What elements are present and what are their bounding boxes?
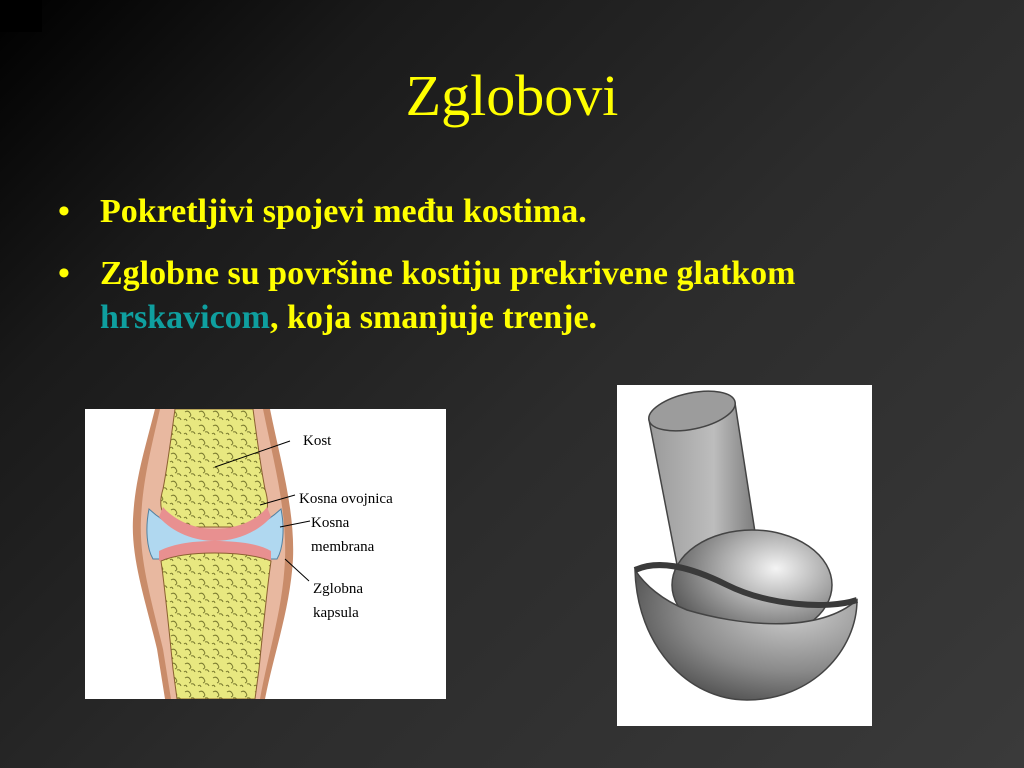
ball-socket-illustration: [617, 385, 872, 726]
bullet-text-after: , koja smanjuje trenje.: [270, 299, 598, 336]
corner-decoration-large: [0, 0, 42, 32]
joint-anatomy-diagram: [85, 409, 446, 699]
label-kosna-ovojnica: Kosna ovojnica: [299, 491, 393, 507]
bullet-dot-icon: •: [58, 255, 70, 292]
label-kosna-membrana-line2: membrana: [311, 539, 375, 555]
bullet-list: [58, 190, 958, 358]
bullet-item: [58, 252, 958, 340]
bullet-text-before: Zglobne su površine kostiju prekrivene glatkom: [100, 255, 796, 292]
bullet-item: [58, 190, 958, 234]
slide-title: Zglobovi: [405, 63, 619, 128]
label-kosna-membrana-line1: Kosna: [311, 515, 350, 531]
label-zglobna-kapsula-line1: Zglobna: [313, 581, 363, 597]
label-kost: Kost: [303, 433, 332, 449]
highlighted-term: hrskavicom: [100, 299, 270, 336]
bullet-dot-icon: •: [58, 193, 70, 230]
label-zglobna-kapsula-line2: kapsula: [313, 605, 359, 621]
bullet-text: Pokretljivi spojevi među kostima.: [100, 193, 587, 230]
ball-socket-model-image: [617, 385, 872, 726]
joint-anatomy-illustration: [85, 409, 446, 699]
